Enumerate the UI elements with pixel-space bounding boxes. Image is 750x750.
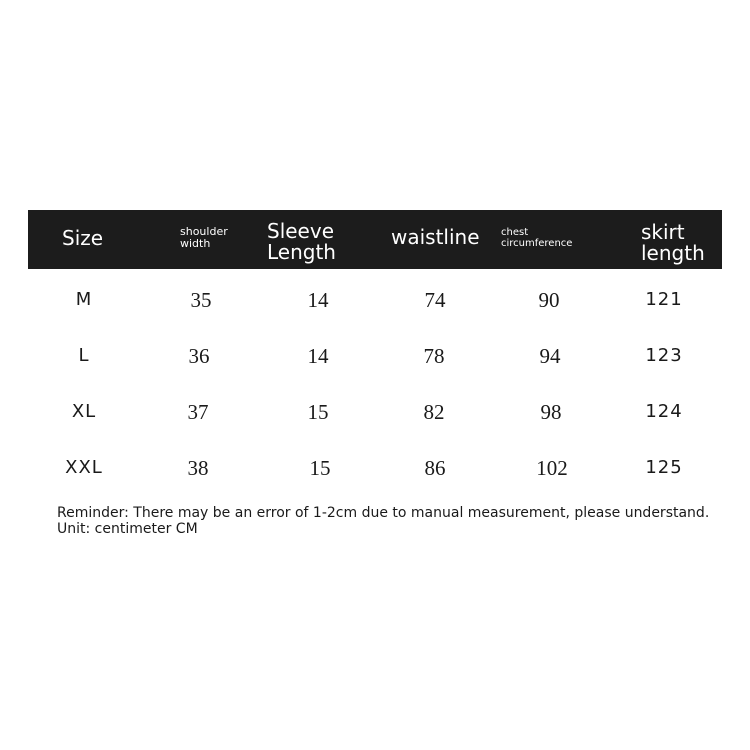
cell-shoulder: 37 xyxy=(187,400,209,424)
cell-waist: 78 xyxy=(423,344,445,368)
cell-size: L xyxy=(78,345,90,366)
header-size-label: Size xyxy=(62,226,104,250)
header-sleeve-length xyxy=(267,221,336,263)
cell-chest: 102 xyxy=(536,456,568,480)
cell-waist: 74 xyxy=(424,288,446,312)
cell-skirt: 121 xyxy=(645,289,683,310)
cell-sleeve: 14 xyxy=(307,344,329,368)
header-chest-line1: chest xyxy=(501,227,529,238)
table-header xyxy=(28,210,722,269)
cell-sleeve: 15 xyxy=(309,456,331,480)
unit-text: Unit: centimeter CM xyxy=(57,521,198,537)
cell-sleeve: 15 xyxy=(307,400,329,424)
cell-size: M xyxy=(75,289,93,310)
cell-waist: 82 xyxy=(423,400,445,424)
header-size xyxy=(62,228,103,249)
cell-chest: 94 xyxy=(539,344,561,368)
cell-shoulder: 38 xyxy=(187,456,209,480)
cell-skirt: 123 xyxy=(645,345,683,366)
cell-size: XL xyxy=(71,401,97,422)
cell-skirt: 125 xyxy=(645,457,683,478)
size-chart-table xyxy=(28,210,722,496)
cell-shoulder: 35 xyxy=(190,288,212,312)
header-skirt-line1: skirt xyxy=(641,220,685,244)
reminder-text: Reminder: There may be an error of 1-2cm due to manual measurement, please understand. xyxy=(57,505,710,521)
header-shoulder-width xyxy=(180,226,228,250)
header-waistline-label: waistline xyxy=(391,225,480,249)
cell-sleeve: 14 xyxy=(307,288,329,312)
cell-chest: 90 xyxy=(538,288,560,312)
header-sleeve-line1: Sleeve xyxy=(267,219,335,243)
header-skirt-length xyxy=(641,222,705,264)
cell-chest: 98 xyxy=(540,400,562,424)
table-row xyxy=(28,272,722,328)
cell-skirt: 124 xyxy=(645,401,683,422)
header-sleeve-line2: Length xyxy=(267,240,336,264)
table-row xyxy=(28,328,722,384)
header-chest-line2: circumference xyxy=(501,238,573,249)
cell-shoulder: 36 xyxy=(188,344,210,368)
table-row xyxy=(28,440,722,496)
measurement-note xyxy=(57,505,709,537)
header-chest-circumference xyxy=(501,227,572,249)
header-waistline xyxy=(391,227,480,248)
header-skirt-line2: length xyxy=(641,241,705,265)
table-row xyxy=(28,384,722,440)
cell-waist: 86 xyxy=(424,456,446,480)
header-shoulder-line1: shoulder xyxy=(180,225,228,238)
cell-size: XXL xyxy=(65,457,103,478)
header-shoulder-line2: width xyxy=(180,237,211,250)
